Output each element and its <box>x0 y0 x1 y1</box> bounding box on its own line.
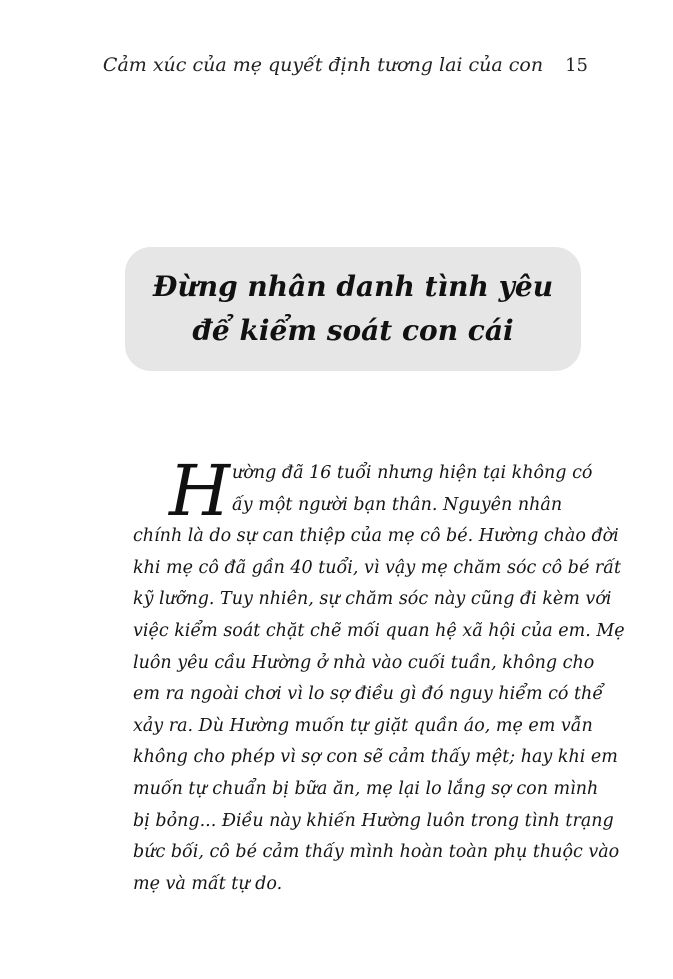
page-number: 15 <box>565 54 588 76</box>
body-line: kỹ lưỡng. Tuy nhiên, sự chăm sóc này cũng đi kèm với <box>133 589 612 610</box>
body-line: xảy ra. Dù Hường muốn tự giặt quần áo, mẹ em vẫn <box>133 715 593 736</box>
body-line: không cho phép vì sợ con sẽ cảm thấy mệt; hay khi em <box>133 747 618 768</box>
body-line: việc kiểm soát chặt chẽ mối quan hệ xã hội của em. Mẹ <box>133 620 625 641</box>
body-line: bức bối, cô bé cảm thấy mình hoàn toàn phụ thuộc vào <box>133 842 620 863</box>
body-line: em ra ngoài chơi vì lo sợ điều gì đó nguy hiểm có thể <box>133 684 604 705</box>
section-title-line-2: để kiểm soát con cái <box>192 314 514 347</box>
body-line: luôn yêu cầu Hường ở nhà vào cuối tuần, không cho <box>133 652 595 673</box>
drop-cap: H <box>169 450 231 532</box>
section-title-line-1: Đừng nhân danh tình yêu <box>152 270 554 303</box>
body-line: khi mẹ cô đã gần 40 tuổi, vì vậy mẹ chăm sóc cô bé rất <box>133 557 621 578</box>
body-line: bị bỏng... Điều này khiến Hường luôn trong tình trạng <box>133 810 614 831</box>
body-line: mẹ và mất tự do. <box>133 873 283 894</box>
body-line: chính là do sự can thiệp của mẹ cô bé. Hường chào đời <box>133 526 619 547</box>
section-title-box <box>125 247 581 371</box>
running-title: Cảm xúc của mẹ quyết định tương lai của con <box>102 54 544 76</box>
running-header <box>102 52 588 78</box>
body-line: ường đã 16 tuổi nhưng hiện tại không có <box>232 463 593 483</box>
body-paragraph <box>133 450 625 900</box>
body-line: ấy một người bạn thân. Nguyên nhân <box>232 494 563 515</box>
body-line: muốn tự chuẩn bị bữa ăn, mẹ lại lo lắng sợ con mình <box>133 778 599 799</box>
